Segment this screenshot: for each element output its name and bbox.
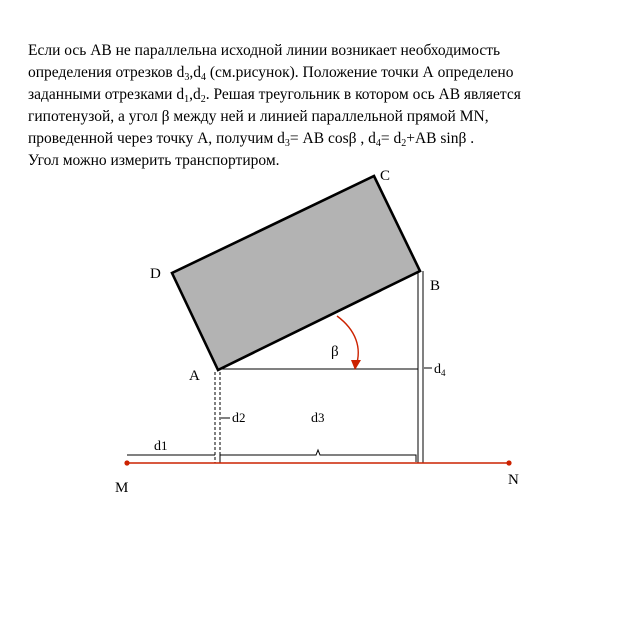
text-line-3: заданными отрезками $d_1,d_2$. Решая треугольник в котором ось АВ является [28,86,521,105]
text-line-5: проведенной через точку А, получим $d_3=$ АВ cosβ , $d_4= d_2+АВ$ sinβ . [28,130,475,149]
label-d2: d2 [232,410,246,426]
label-d3: d3 [311,410,325,426]
label-c: C [380,168,391,184]
label-m: M [115,480,129,496]
text-line-6: Угол можно измерить транспортиром. [28,152,280,169]
text-line-1: Если ось АВ не параллельна исходной линии возникает необходимость [28,42,501,59]
angle-beta-arc [337,316,358,366]
label-beta: β [331,344,339,360]
point-n-dot [506,460,511,465]
label-d: D [150,266,161,282]
text-line-2: определения отрезков $d_3,d_4$ (см.рисунок). Положение точки А определено [28,64,514,83]
text-line-4: гипотенузой, а угол β между ней и линией параллельной прямой MN, [28,108,489,125]
rectangle-abcd [172,176,420,370]
d3-brace [220,450,416,462]
label-d1: d1 [154,438,168,454]
label-a: A [189,368,200,384]
label-d4: $d_4$ [434,362,446,378]
label-n: N [508,472,519,488]
point-m-dot [124,460,129,465]
label-b: B [430,278,441,294]
